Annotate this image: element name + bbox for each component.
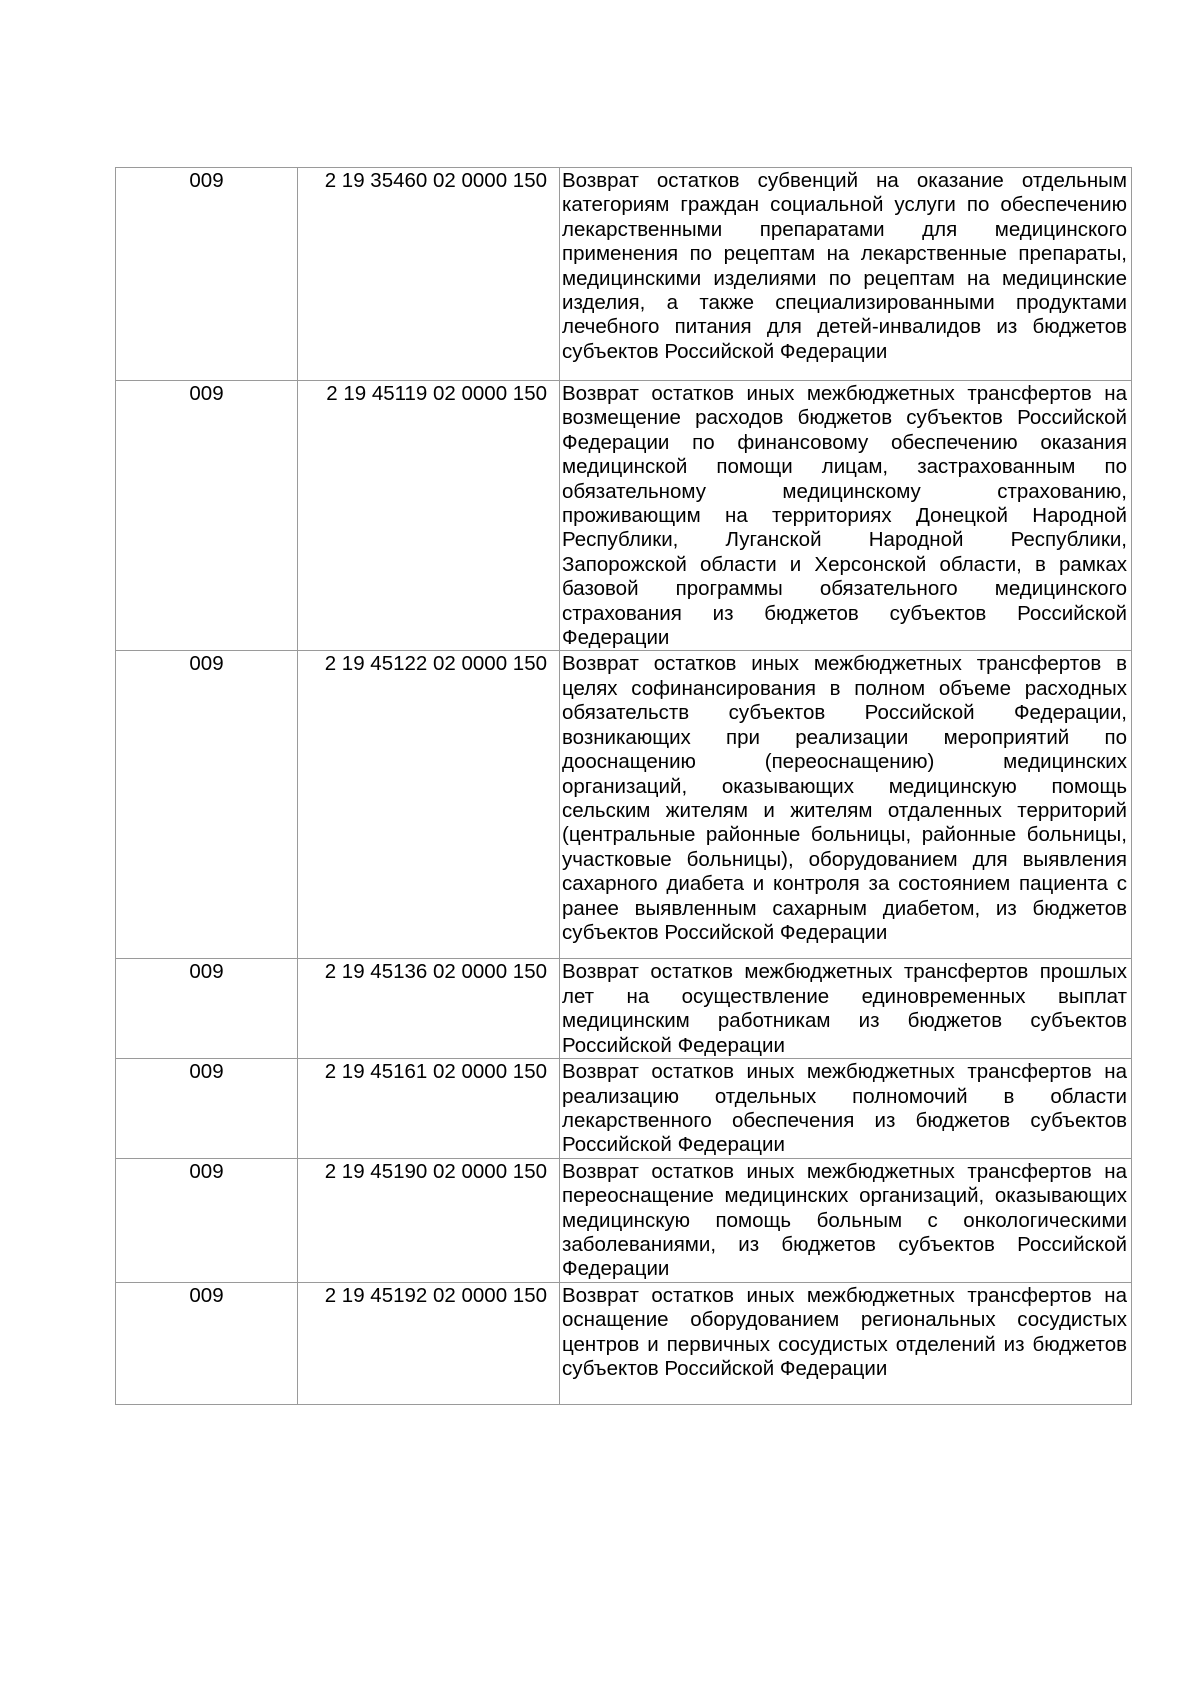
budget-classification-code-cell: 2 19 35460 02 0000 150 xyxy=(298,168,560,381)
admin-code-cell: 009 xyxy=(116,168,298,381)
budget-classification-code-cell: 2 19 45119 02 0000 150 xyxy=(298,381,560,651)
description-text: Возврат остатков иных межбюджетных трансфертов на оснащение оборудованием региональных сосудистых центров и первичных сосудистых отделений из бюджетов субъектов Российской Федерации xyxy=(562,1283,1127,1380)
budget-classification-code-cell: 2 19 45136 02 0000 150 xyxy=(298,959,560,1059)
budget-codes-table xyxy=(115,167,1132,1405)
budget-classification-code-cell: 2 19 45192 02 0000 150 xyxy=(298,1282,560,1404)
admin-code-cell: 009 xyxy=(116,1282,298,1404)
budget-classification-code-cell: 2 19 45122 02 0000 150 xyxy=(298,651,560,959)
admin-code-cell: 009 xyxy=(116,381,298,651)
description-text: Возврат остатков иных межбюджетных трансфертов на переоснащение медицинских организаций, оказывающих медицинскую помощь больным с онкологическими заболеваниями, из бюджетов субъектов Российской Федерации xyxy=(562,1159,1127,1281)
description-cell xyxy=(560,651,1132,959)
budget-classification-code-cell: 2 19 45190 02 0000 150 xyxy=(298,1158,560,1282)
table-row xyxy=(116,1059,1132,1159)
admin-code-cell: 009 xyxy=(116,959,298,1059)
description-cell xyxy=(560,1158,1132,1282)
table-row xyxy=(116,1282,1132,1404)
table-row xyxy=(116,651,1132,959)
description-text: Возврат остатков иных межбюджетных трансфертов на реализацию отдельных полномочий в области лекарственного обеспечения из бюджетов субъектов Российской Федерации xyxy=(562,1060,1127,1157)
table-row xyxy=(116,381,1132,651)
admin-code-cell: 009 xyxy=(116,1158,298,1282)
description-text: Возврат остатков субвенций на оказание отдельным категориям граждан социальной услуги по обеспечению лекарственными препаратами для медицинского применения по рецептам на лекарственные препараты, медицинскими изделиями по рецептам на медицинские изделия, а также специализированными продуктами лечебного питания для детей-инвалидов из бюджетов субъектов Российской Федерации xyxy=(562,169,1127,363)
admin-code-cell: 009 xyxy=(116,1059,298,1159)
description-text: Возврат остатков иных межбюджетных трансфертов на возмещение расходов бюджетов субъектов Российской Федерации по финансовому обеспечению оказания медицинской помощи лицам, застрахованным по обязательному медицинскому страхованию, проживающим на территориях Донецкой Народной Республики, Луганской Народной Республики, Запорожской области и Херсонской области, в рамках базовой программы обязательного медицинского страхования из бюджетов субъектов Российской Федерации xyxy=(562,382,1127,650)
description-text: Возврат остатков межбюджетных трансфертов прошлых лет на осуществление единовременных выплат медицинским работникам из бюджетов субъектов Российской Федерации xyxy=(562,960,1127,1057)
description-cell xyxy=(560,168,1132,381)
table-row xyxy=(116,959,1132,1059)
admin-code-cell: 009 xyxy=(116,651,298,959)
description-cell xyxy=(560,381,1132,651)
description-cell xyxy=(560,959,1132,1059)
table-row xyxy=(116,1158,1132,1282)
table-row xyxy=(116,168,1132,381)
description-text: Возврат остатков иных межбюджетных трансфертов в целях софинансирования в полном объеме расходных обязательств субъектов Российской Федерации, возникающих при реализации мероприятий по дооснащению (переоснащению) медицинских организаций, оказывающих медицинскую помощь сельским жителям и жителям отдаленных территорий (центральные районные больницы, районные больницы, участковые больницы), оборудованием для выявления сахарного диабета и контроля за состоянием пациента с ранее выявленным сахарным диабетом, из бюджетов субъектов Российской Федерации xyxy=(562,652,1127,944)
description-cell xyxy=(560,1282,1132,1404)
budget-classification-code-cell: 2 19 45161 02 0000 150 xyxy=(298,1059,560,1159)
description-cell xyxy=(560,1059,1132,1159)
